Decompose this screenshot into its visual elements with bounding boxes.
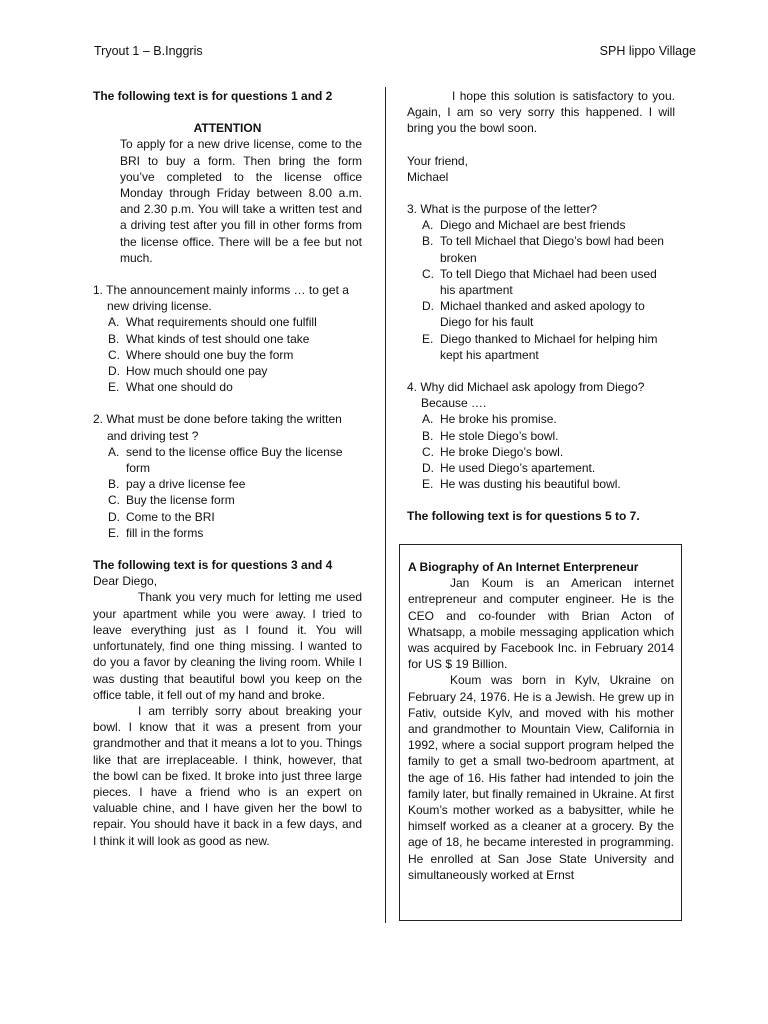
biography-paragraph-2: Koum was born in Kylv, Ukraine on February 24, 1976. He is a Jewish. He grew up in Fativ, outside Kylv, and moved with his mother and grandmother to Mountain View, California in 1992, where a social support program helped the family to get a small two-bedroom apartment, at the age of 16. His father had intended to join the family later, but finally remained in Ukraine. At first Koum’s mother worked as a babysitter, while he himself worked as a cleaner at a grocery. By the age of 18, he became interested in programming. He enrolled at San Jose State University and simultaneously worked at Ernst xyxy=(408,673,674,882)
intro-q5-7: The following text is for questions 5 to 7. xyxy=(407,509,640,524)
question-4: 4. Why did Michael ask apology from Diego? Because …. xyxy=(407,380,645,411)
option: B. He stole Diego’s bowl. xyxy=(422,428,559,443)
right-column xyxy=(407,88,675,525)
option: B. To tell Michael that Diego’s bowl had been broken xyxy=(422,234,664,265)
letter-closing: Your friend, xyxy=(407,153,468,168)
header-right: SPH lippo Village xyxy=(599,44,696,58)
letter-signature: Michael xyxy=(407,169,449,184)
question-1: 1. The announcement mainly informs … to get a new driving license. xyxy=(93,283,349,314)
option: D. Come to the BRI xyxy=(108,509,215,524)
biography-title: A Biography of An Internet Enterpreneur xyxy=(408,560,639,574)
header-left: Tryout 1 – B.Inggris xyxy=(94,44,203,58)
option: C. He broke Diego’s bowl. xyxy=(422,444,564,459)
question-3-options xyxy=(407,217,675,363)
intro-q3-4: The following text is for questions 3 and 4 xyxy=(93,558,333,573)
letter-paragraph-1: Thank you very much for letting me used your apartment while you were away. I tried to leave everything just as I found it. You will unfortunately, find one thing missing. I wanted to do you a favor by cleaning the living room. While I was dusting that beautiful bowl you keep on the office table, it fell out of my hand and broke. xyxy=(93,590,362,702)
option: C. To tell Diego that Michael had been used his apartment xyxy=(422,266,657,298)
option: E. Diego thanked to Michael for helping him kept his apartment xyxy=(422,331,658,362)
question-4-options xyxy=(407,411,675,492)
column-divider xyxy=(385,87,386,923)
option: A. What requirements should one fulfill xyxy=(108,315,317,330)
question-2-options xyxy=(93,444,362,541)
option: C. Where should one buy the form xyxy=(108,347,294,362)
letter-paragraph-2: I am terribly sorry about breaking your bowl. I know that it was a present from your grandmother and that it means a lot to you. Things like that are irreplaceable. I think, however, that the bowl can be fixed. It broke into just three large pieces. I have a friend who is an expert on valuable chine, and I have given her the bowl to repair. You should have it back in a few days, and I think it will look as good as new. xyxy=(93,703,362,848)
biography-box xyxy=(399,544,682,921)
option: E. fill in the forms xyxy=(108,525,204,540)
question-2: 2. What must be done before taking the written and driving test ? xyxy=(93,412,342,443)
option: C. Buy the license form xyxy=(108,493,235,508)
letter-paragraph-3: I hope this solution is satisfactory to you. Again, I am so very sorry this happened. I will bring you the bowl soon. xyxy=(407,89,675,136)
question-3: 3. What is the purpose of the letter? xyxy=(407,202,598,217)
intro-q1-2: The following text is for questions 1 and 2 xyxy=(93,89,333,103)
option: D. Michael thanked and asked apology to Diego for his fault xyxy=(422,299,645,330)
option: A. Diego and Michael are best friends xyxy=(422,218,626,233)
option: E. What one should do xyxy=(108,380,233,395)
option: A. He broke his promise. xyxy=(422,412,557,427)
biography-paragraph-1: Jan Koum is an American internet entrepreneur and computer engineer. He is the CEO and co-founder with Brian Acton of Whatsapp, a mobile messaging application which was acquired by Facebook Inc. in February 2014 for US $ 19 Billion. xyxy=(408,576,674,672)
option: A. send to the license office Buy the license form xyxy=(108,444,343,476)
left-column xyxy=(93,88,362,849)
option: D. How much should one pay xyxy=(108,364,268,379)
option: D. He used Diego’s apartement. xyxy=(422,461,596,476)
option: E. He was dusting his beautiful bowl. xyxy=(422,477,621,492)
attention-body: To apply for a new drive license, come to the BRI to buy a form. Then bring the form you’ve completed to the license office Monday through Friday between 8.00 a.m. and 2.30 p.m. You will take a written test and a driving test after you fill in other forms from the license office. There will be a fee but not much. xyxy=(120,137,362,265)
attention-title: ATTENTION xyxy=(193,121,262,136)
option: B. pay a drive license fee xyxy=(108,477,246,492)
letter-salutation: Dear Diego, xyxy=(93,574,158,589)
option: B. What kinds of test should one take xyxy=(108,331,310,346)
question-1-options xyxy=(93,314,362,395)
